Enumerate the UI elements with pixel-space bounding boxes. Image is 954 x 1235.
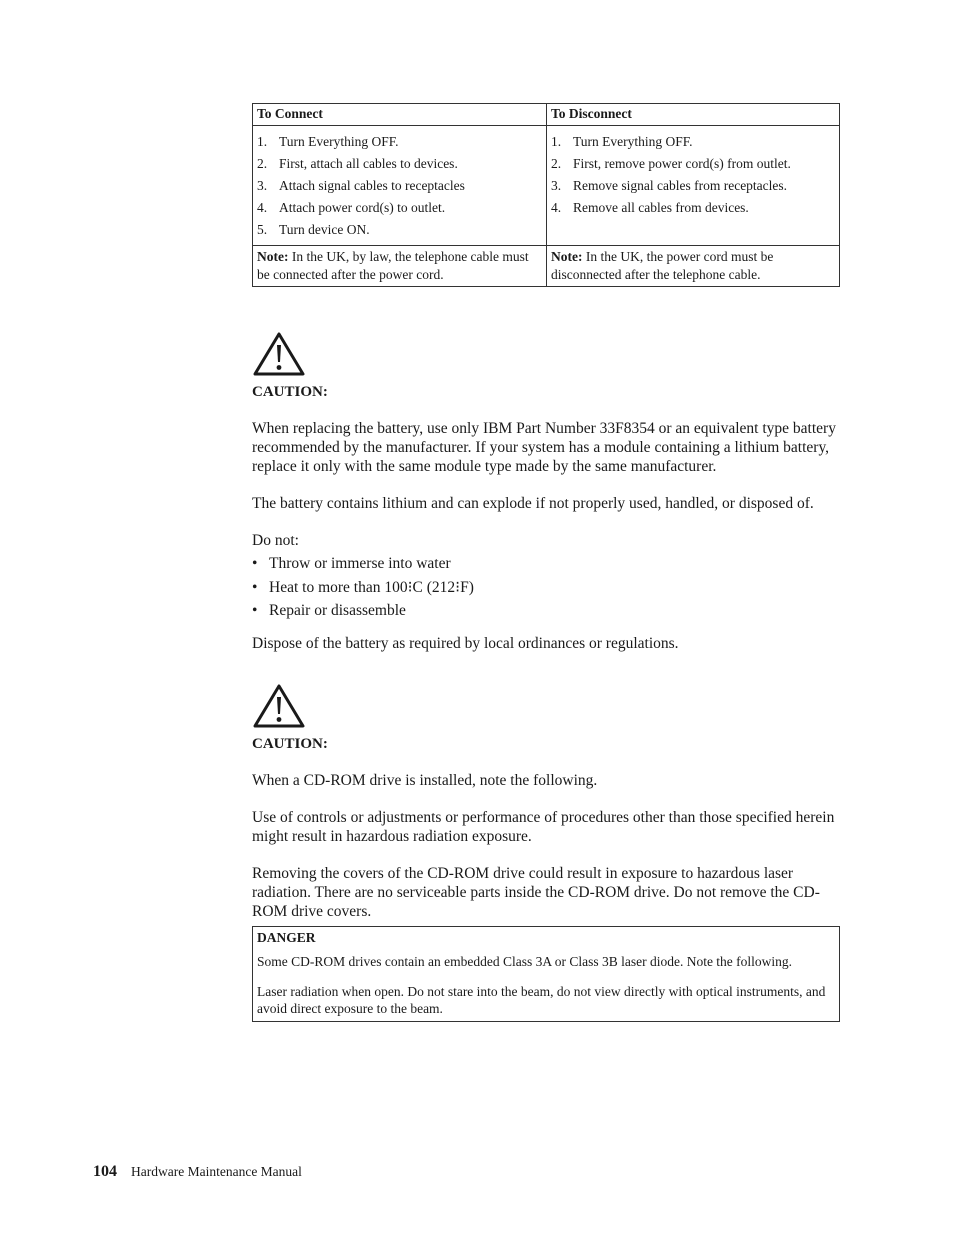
disconnect-steps-cell xyxy=(547,126,840,246)
list-item: 5. Turn device ON. xyxy=(257,222,370,237)
danger-box xyxy=(252,926,840,1022)
to-disconnect-header: To Disconnect xyxy=(547,104,840,126)
cdrom-paragraph: When a CD-ROM drive is installed, note the following. xyxy=(252,772,598,789)
connect-steps-cell xyxy=(253,126,547,246)
page-footer xyxy=(93,1163,302,1181)
danger-paragraph: Some CD-ROM drives contain an embedded Class 3A or Class 3B laser diode. Note the following. xyxy=(257,954,793,969)
connect-disconnect-table xyxy=(252,103,840,287)
list-item: 1. Turn Everything OFF. xyxy=(551,134,693,149)
covers-paragraph: Removing the covers of the CD-ROM drive could result in exposure to hazardous laser radiation. There are no serviceable parts inside the CD-ROM drive. Do not remove the CD-ROM drive covers. xyxy=(252,865,820,920)
to-connect-header: To Connect xyxy=(253,104,547,126)
danger-paragraph: Laser radiation when open. Do not stare into the beam, do not view directly with optical instruments, and avoid direct exposure to the beam. xyxy=(257,984,826,1016)
list-item: 2. First, remove power cord(s) from outlet. xyxy=(551,156,791,171)
list-item: 1. Turn Everything OFF. xyxy=(257,134,399,149)
list-item: 2. First, attach all cables to devices. xyxy=(257,156,458,171)
manual-title: Hardware Maintenance Manual xyxy=(131,1164,302,1179)
caution-label: CAUTION: xyxy=(252,736,328,752)
disconnect-steps-list xyxy=(551,132,835,220)
lithium-paragraph: The battery contains lithium and can explode if not properly used, handled, or disposed of. xyxy=(252,495,814,512)
do-not-list xyxy=(252,554,840,620)
controls-paragraph: Use of controls or adjustments or performance of procedures other than those specified herein might result in hazardous radiation exposure. xyxy=(252,809,835,845)
list-item: • Throw or immerse into water xyxy=(252,555,451,572)
warning-triangle-icon xyxy=(252,683,306,729)
battery-paragraph: When replacing the battery, use only IBM Part Number 33F8354 or an equivalent type battery recommended by the manufacturer. If your system has a module containing a lithium battery, replace it only with the same module type made by the same manufacturer. xyxy=(252,420,836,475)
list-item: 4. Remove all cables from devices. xyxy=(551,200,749,215)
connect-steps-list xyxy=(257,132,542,242)
caution-label: CAUTION: xyxy=(252,384,328,400)
connect-note: Note: In the UK, by law, the telephone cable must be connected after the power cord. xyxy=(253,246,547,287)
page-content xyxy=(252,103,840,1022)
do-not-label: Do not: xyxy=(252,532,299,549)
list-item: 3. Attach signal cables to receptacles xyxy=(257,178,465,193)
list-item: 4. Attach power cord(s) to outlet. xyxy=(257,200,446,215)
list-item: 3. Remove signal cables from receptacles. xyxy=(551,178,788,193)
warning-triangle-icon xyxy=(252,331,306,377)
list-item: • Heat to more than 100⁝C (212⁝F) xyxy=(252,578,474,596)
danger-title: DANGER xyxy=(257,930,316,945)
disconnect-note: Note: In the UK, the power cord must be disconnected after the telephone cable. xyxy=(547,246,840,287)
page-number: 104 xyxy=(93,1163,117,1180)
list-item: • Repair or disassemble xyxy=(252,602,406,619)
dispose-paragraph: Dispose of the battery as required by local ordinances or regulations. xyxy=(252,635,679,652)
